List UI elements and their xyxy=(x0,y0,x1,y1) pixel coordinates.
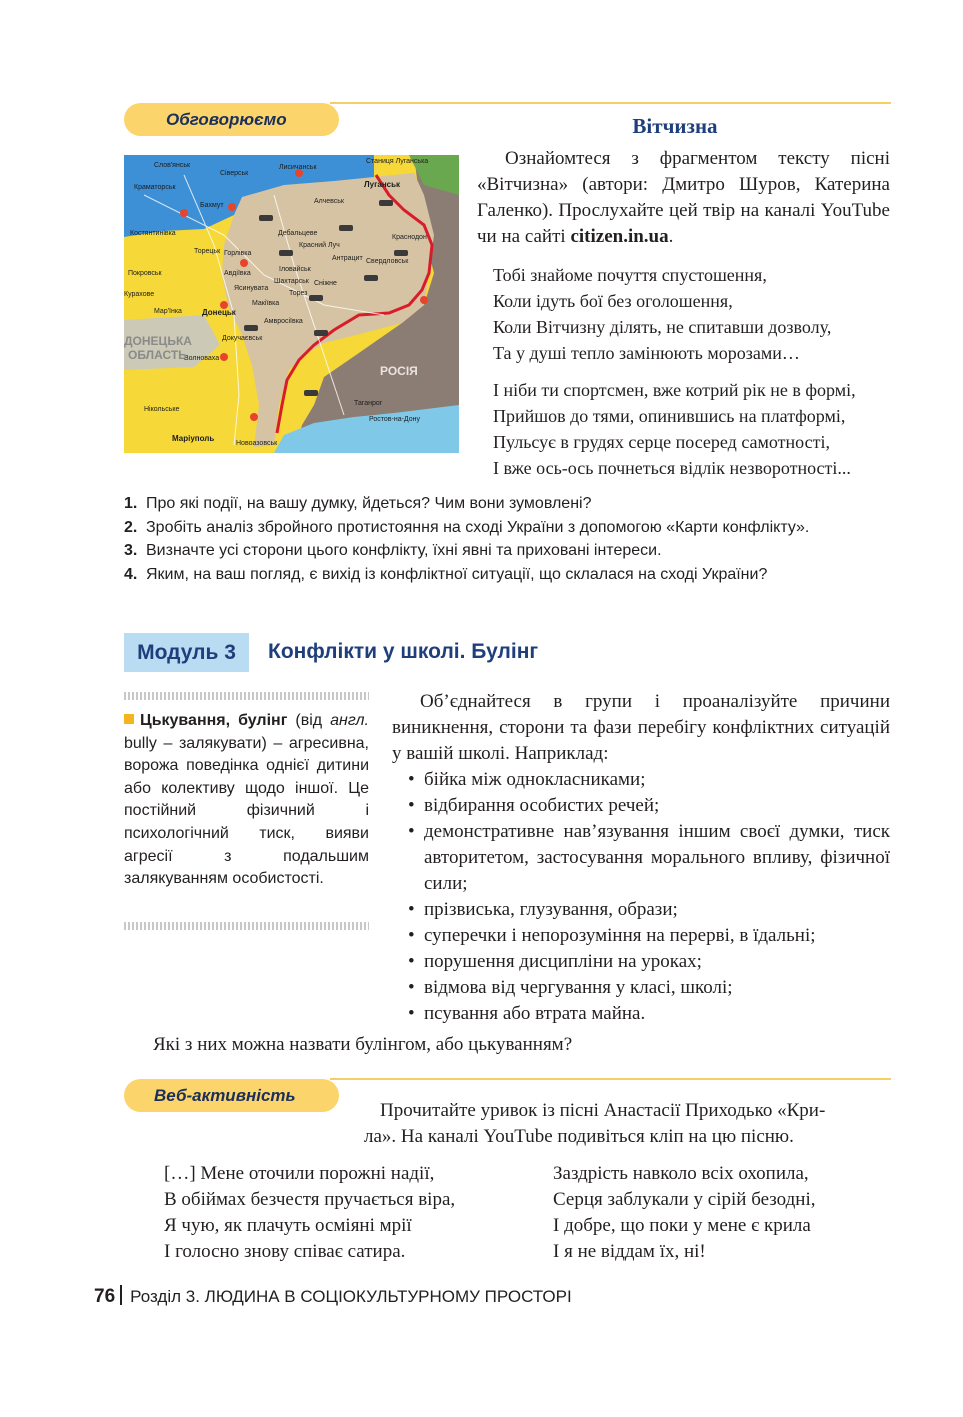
section-tag-web-label: Веб-активність xyxy=(154,1085,296,1105)
map-label-novoazovsk: Новоазовськ xyxy=(236,440,278,447)
map-label-alchevsk: Алчевськ xyxy=(314,198,344,205)
bullet-item xyxy=(392,793,890,819)
intro-end: . xyxy=(668,226,674,247)
definition-text-1: (від xyxy=(287,712,331,729)
bullet-item xyxy=(392,949,890,975)
song-line: І голосно знову співає сатира. xyxy=(164,1241,406,1262)
question-item xyxy=(124,539,904,563)
song-line: В обіймах безчестя пручається віра, xyxy=(164,1189,456,1210)
map-label-rostov: Ростов-на-Дону xyxy=(369,416,420,423)
map-label-volnovakha: Волноваха xyxy=(184,355,220,362)
poem-line: Та у душі тепло замінюють морозами… xyxy=(493,343,800,363)
module-body xyxy=(392,689,890,1027)
intro-paragraph xyxy=(477,146,890,250)
bullet-text: бійка між однокласниками; xyxy=(424,769,646,790)
map-label-sverdlovsk: Свердловськ xyxy=(366,258,409,265)
map-label-debaltseve: Дебальцеве xyxy=(278,230,318,237)
poem-line: Коли Вітчизну ділять, не спитавши дозволу, xyxy=(493,317,832,337)
song-column-1 xyxy=(164,1161,455,1265)
map-label-antratsyt: Антрацит xyxy=(332,255,363,262)
bullet-icon: • xyxy=(408,769,415,790)
map-label-marinka: Мар'їнка xyxy=(154,308,182,315)
question-number: 3. xyxy=(124,542,138,559)
map-label-amvrosiivka: Амвросіївка xyxy=(264,318,303,325)
bullet-icon: • xyxy=(408,977,415,998)
question-number: 1. xyxy=(124,495,138,512)
map-label-mariupol: Маріуполь xyxy=(172,434,215,443)
sidebar-hatch-bottom xyxy=(124,922,369,930)
map-label-avdiivka: Авдіївка xyxy=(224,270,251,277)
map-label-toretsk: Торецьк xyxy=(194,248,221,255)
module-number: Модуль 3 xyxy=(137,640,236,664)
bullet-item xyxy=(392,897,890,923)
bullet-text: псування або втрата майна. xyxy=(424,1003,646,1024)
section-tag-web xyxy=(124,1079,339,1112)
section-tag-discuss-label: Обговорюємо xyxy=(166,109,287,129)
map-label-pokrovsk: Покровськ xyxy=(128,270,162,277)
poem-stanza-2 xyxy=(493,377,856,481)
question-text: Визначте усі сторони цього конфлікту, їхні явні та приховані інтереси. xyxy=(146,542,662,559)
bullet-icon: • xyxy=(408,925,415,946)
song-line: Заздрість навколо всіх охопила, xyxy=(553,1163,809,1184)
song-line: І добре, що поки у мене є крила xyxy=(553,1215,811,1236)
question-text: Яким, на ваш погляд, є вихід із конфліктної ситуації, що склалася на сході України? xyxy=(146,565,768,583)
web-intro xyxy=(364,1098,890,1150)
intro-text: Ознайомтеся з фрагментом тексту пісні «Вітчизна» (автори: Дмитро Шуров, Катерина Галенко). Прослухайте цей твір на каналі YouTube чи на сайті xyxy=(477,148,890,247)
bullet-icon: • xyxy=(408,821,415,842)
question-item xyxy=(124,492,904,516)
map-label-yasynuvata: Ясинувата xyxy=(234,285,269,292)
sidebar-hatch-top xyxy=(124,692,369,700)
question-item xyxy=(124,563,904,587)
footer-section: Розділ 3. ЛЮДИНА В СОЦІОКУЛЬТУРНОМУ ПРОСТОРІ xyxy=(130,1287,572,1306)
page-number: 76 xyxy=(94,1286,116,1307)
poem-line: І вже ось-ось почнеться відлік незворотності... xyxy=(493,458,851,478)
poem-line: Тобі знайоме почуття спустошення, xyxy=(493,265,767,285)
bullet-text: суперечки і непорозуміння на перерві, в їдальні; xyxy=(424,925,816,946)
bullet-icon: • xyxy=(408,951,415,972)
bullet-text: відбирання особистих речей; xyxy=(424,795,660,816)
poem-line: Коли ідуть бої без оголошення, xyxy=(493,291,733,311)
song-line: Серця заблукали у сірій безодні, xyxy=(553,1189,816,1210)
section-rule xyxy=(330,102,891,104)
map-label-donetsk: Донецьк xyxy=(202,308,236,317)
map-label-bakhmut: Бахмут xyxy=(200,202,224,209)
question-list xyxy=(124,492,904,586)
song-line: Я чую, як плачуть осміяні мрії xyxy=(164,1215,412,1236)
question-number: 2. xyxy=(124,518,138,536)
map-label-nikolske: Нікольське xyxy=(144,406,180,413)
map-label-shakhtarsk: Шахтарськ xyxy=(274,278,309,285)
map-label-taganrog: Таганрог xyxy=(354,400,383,407)
definition-term: Цькування, булінг xyxy=(140,712,288,729)
map-label-stanytsia: Станиця Луганська xyxy=(366,158,429,165)
map-label-horlivka: Горлівка xyxy=(224,250,252,257)
definition-text-2: bully – залякувати) – агресивна, ворожа поведінка однієї дитини або колективу щодо іншої. Це постійний фізичний і психологічний тиск, вияви агресії з подальшим залякуванням особистості. xyxy=(124,734,369,888)
map-label-luhansk: Луганськ xyxy=(364,180,401,189)
module-intro: Об’єднайтеся в групи і проаналізуйте причини виникнення, сторони та фази перебігу конфліктних ситуацій у вашій школі. Наприклад: xyxy=(392,691,890,764)
map-label-sloviansk: Слов'янськ xyxy=(154,162,191,169)
poem-stanza-1 xyxy=(493,262,831,366)
map-label-kurakhove: Курахове xyxy=(124,291,155,298)
map-label-dokuchaievsk: Докучаєвськ xyxy=(222,335,263,342)
song-line: І я не віддам їх, ні! xyxy=(553,1241,706,1262)
footer-divider xyxy=(120,1285,122,1305)
map-label-ilovaisk: Іловайськ xyxy=(279,266,311,273)
bullying-question: Які з них можна назвати булінгом, або цькуванням? xyxy=(153,1034,573,1055)
bullet-icon: • xyxy=(408,1003,415,1024)
page-footer xyxy=(94,1284,572,1310)
question-text: Про які події, на вашу думку, йдеться? Чим вони зумовлені? xyxy=(146,495,592,512)
map-label-siversk: Сіверськ xyxy=(220,170,249,177)
definition-lang: англ. xyxy=(330,712,369,729)
poem-line: Прийшов до тями, опинившись на платформі, xyxy=(493,406,846,426)
song-line: […] Мене оточили порожні надії, xyxy=(164,1163,435,1184)
bullet-icon: • xyxy=(408,795,415,816)
map-label-torez: Торез xyxy=(289,290,308,297)
bullet-item xyxy=(392,923,890,949)
song-column-2 xyxy=(553,1161,816,1265)
bullet-text: демонстративне нав’язування іншим своєї думки, тиск авторитетом, застосування морального впливу, фізичної сили; xyxy=(424,821,890,894)
question-text: Зробіть аналіз збройного протистояння на сході України з допомогою «Карти конфлікту». xyxy=(146,518,810,536)
question-item xyxy=(124,516,904,540)
module-title: Конфлікти у школі. Булінг xyxy=(268,640,539,663)
web-intro-line-1: Прочитайте уривок із пісні Анастасії Приходько «Кри- xyxy=(380,1100,826,1121)
bullet-item xyxy=(392,767,890,793)
map-label-makiivka: Макіївка xyxy=(252,300,280,307)
map-label-kramatorsk: Краматорськ xyxy=(134,184,176,191)
bullet-item xyxy=(392,819,890,897)
map-label-russia: РОСІЯ xyxy=(380,364,418,378)
poem-line: І ніби ти спортсмен, вже котрий рік не в формі, xyxy=(493,380,856,400)
map-label-snizhne: Сніжне xyxy=(314,280,337,287)
bullet-text: відмова від чергування у класі, школі; xyxy=(424,977,733,998)
bullet-text: прізвиська, глузування, образи; xyxy=(424,899,678,920)
bullet-text: порушення дисципліни на уроках; xyxy=(424,951,702,972)
map-label-region-2: ОБЛАСТЬ xyxy=(128,348,187,362)
map-label-region-1: ДОНЕЦЬКА xyxy=(124,334,192,348)
definition-box xyxy=(124,710,369,891)
web-intro-line-2: ла». На каналі YouTube подивіться кліп на цю пісню. xyxy=(364,1126,794,1147)
section-tag-discuss xyxy=(124,103,339,136)
bullet-icon: • xyxy=(408,899,415,920)
module-number-badge xyxy=(124,633,249,672)
map-label-kostiantynivka: Костянтинівка xyxy=(130,230,176,237)
conflict-map xyxy=(124,155,459,453)
map-label-krasnyi-luch: Красний Луч xyxy=(299,242,340,249)
bullet-item xyxy=(392,1001,890,1027)
section-rule-web xyxy=(330,1078,891,1080)
intro-site: citizen.in.ua xyxy=(570,226,669,247)
question-number: 4. xyxy=(124,565,138,583)
bullet-item xyxy=(392,975,890,1001)
map-label-lysychansk: Лисичанськ xyxy=(279,164,317,171)
poem-title: Вітчизна xyxy=(632,114,718,138)
map-label-krasnodon: Краснодон xyxy=(392,234,427,241)
poem-line: Пульсує в грудях серце посеред самотності, xyxy=(493,432,830,452)
definition-marker-icon xyxy=(124,714,134,724)
